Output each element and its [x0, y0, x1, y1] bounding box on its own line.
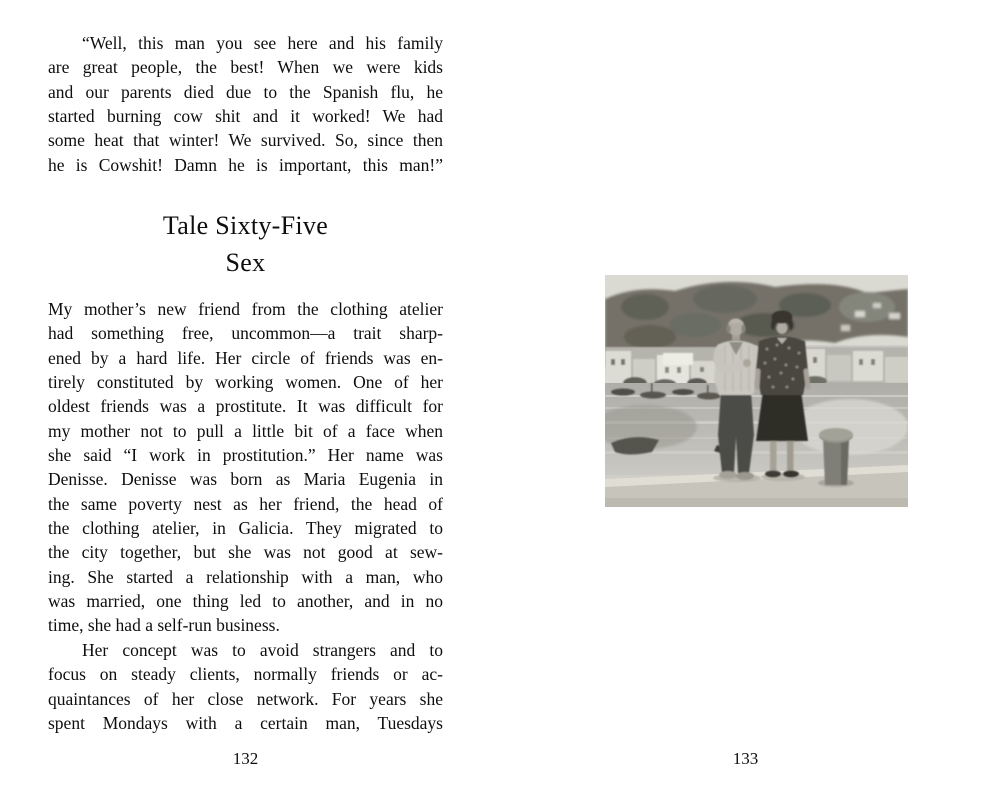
page-number-right: 133	[732, 749, 759, 768]
text-line: was married, one thing led to another, and in no	[48, 591, 443, 612]
chapter-heading-title: Sex	[225, 248, 266, 277]
text-line: quaintances of her close network. For years she	[48, 688, 443, 709]
text-line: had something free, uncommon—a trait sharp-	[48, 323, 443, 344]
text-line: Her concept was to avoid strangers and to	[82, 640, 443, 660]
text-line: Denisse. Denisse was born as Maria Eugenia in	[48, 469, 443, 490]
text-line: are great people, the best! When we were kids	[48, 57, 443, 78]
body-paragraph	[48, 297, 443, 638]
text-line: oldest friends was a prostitute. It was difficult for	[48, 396, 443, 417]
text-line: the same poverty nest as her friend, the head of	[48, 493, 443, 514]
text-line: My mother’s new friend from the clothing atelier	[48, 299, 443, 319]
page-number-left: 132	[232, 749, 259, 768]
harbor-couple-photo	[605, 275, 908, 507]
text-line: tirely constituted by working women. One of her	[48, 372, 443, 393]
text-line: he is Cowshit! Damn he is important, this man!”	[48, 154, 443, 175]
text-line: my mother not to pull a little bit of a face when	[48, 420, 443, 441]
chapter-heading-number: Tale Sixty-Five	[162, 211, 329, 240]
text-line: the clothing atelier, in Galicia. They migrated to	[48, 518, 443, 539]
text-line: the city together, but she was not good at sew-	[48, 542, 443, 563]
text-line: started burning cow shit and it worked! We had	[48, 106, 443, 127]
text-line: and our parents died due to the Spanish flu, he	[48, 81, 443, 102]
text-line: focus on steady clients, normally friends or ac-	[48, 664, 443, 685]
text-line: ened by a hard life. Her circle of friends was en-	[48, 347, 443, 368]
continuation-paragraph	[48, 638, 443, 735]
text-line: she said “I work in prostitution.” Her name was	[48, 445, 443, 466]
text-line: some heat that winter! We survived. So, since then	[48, 130, 443, 151]
right-page	[500, 0, 1000, 809]
text-line: time, she had a self-run business.	[48, 615, 280, 636]
text-line: “Well, this man you see here and his family	[82, 33, 443, 53]
text-line: ing. She started a relationship with a man, who	[48, 566, 443, 587]
opening-paragraph	[48, 31, 443, 177]
chapter-heading	[48, 207, 443, 281]
text-line: spent Mondays with a certain man, Tuesdays	[48, 713, 443, 734]
